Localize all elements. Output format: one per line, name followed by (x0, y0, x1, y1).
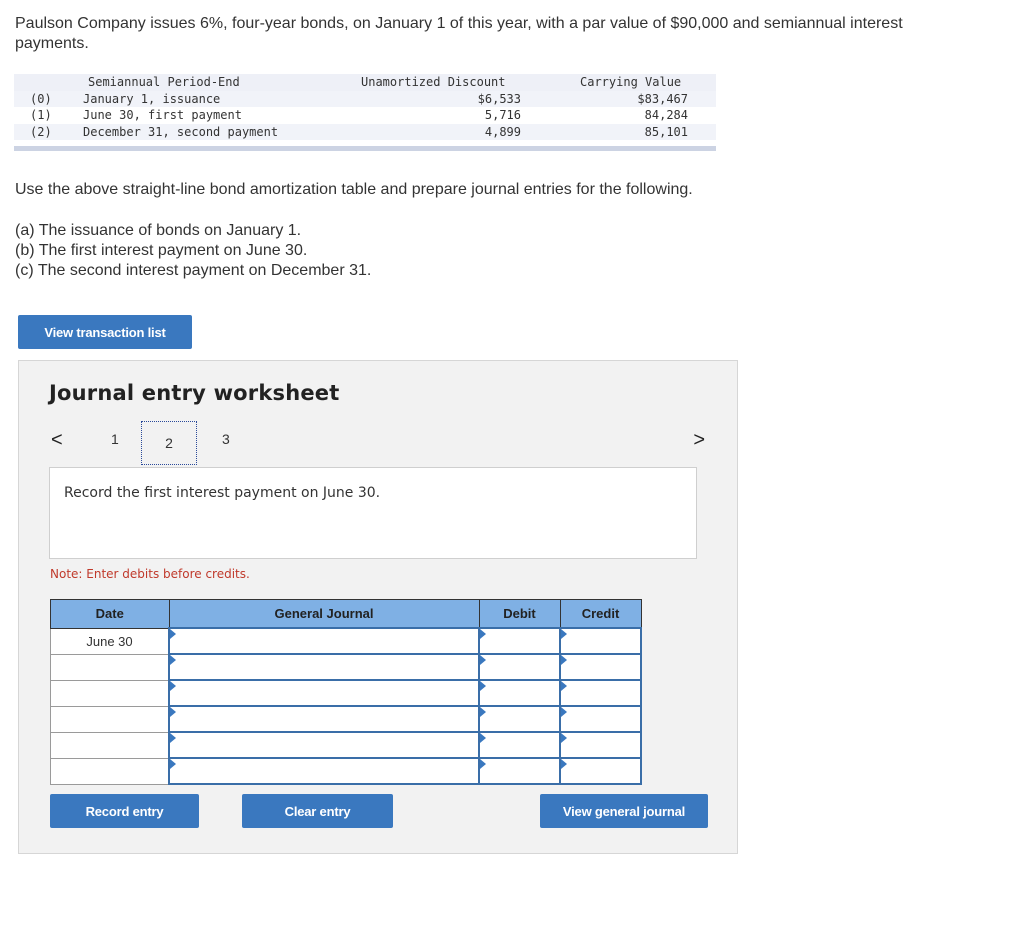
journal-table (50, 599, 642, 785)
journal-row (51, 758, 642, 784)
part-a: (a) The issuance of bonds on January 1. (15, 222, 302, 239)
amortization-row (14, 91, 716, 108)
dropdown-pointer-icon (480, 681, 486, 691)
credit-input[interactable] (560, 628, 641, 654)
date-cell[interactable] (51, 758, 170, 784)
page-2-tab-active[interactable]: 2 (141, 421, 197, 465)
col-credit: Credit (560, 600, 641, 629)
part-b: (b) The first interest payment on June 30. (15, 242, 308, 259)
header-carrying: Carrying Value (580, 75, 682, 89)
worksheet-title: Journal entry worksheet (49, 381, 340, 405)
view-transaction-list-button[interactable]: View transaction list (18, 315, 192, 349)
record-entry-button[interactable]: Record entry (50, 794, 199, 828)
next-chevron-icon[interactable]: > (693, 429, 705, 451)
instruction-text: Use the above straight-line bond amortization table and prepare journal entries for the following. (15, 181, 693, 198)
credit-input[interactable] (560, 654, 641, 680)
dropdown-pointer-icon (170, 655, 176, 665)
debit-input[interactable] (479, 758, 560, 784)
row-carrying: $83,467 (637, 91, 688, 106)
dropdown-pointer-icon (480, 629, 486, 639)
dropdown-pointer-icon (561, 629, 567, 639)
date-cell[interactable]: June 30 (51, 628, 170, 654)
journal-row (51, 732, 642, 758)
entry-description: Record the first interest payment on June 30. (64, 485, 381, 501)
dropdown-pointer-icon (170, 681, 176, 691)
row-index: (2) (30, 124, 52, 139)
problem-intro: Paulson Company issues 6%, four-year bonds, on January 1 of this year, with a par value of $90,000 and semiannual interest payments. (15, 15, 903, 52)
amortization-row (14, 124, 716, 141)
row-index: (1) (30, 108, 52, 122)
dropdown-pointer-icon (480, 655, 486, 665)
row-index: (0) (30, 91, 52, 106)
dropdown-pointer-icon (480, 733, 486, 743)
dropdown-pointer-icon (480, 759, 486, 769)
account-input[interactable] (169, 758, 479, 784)
amortization-header (14, 74, 716, 91)
dropdown-pointer-icon (170, 707, 176, 717)
debit-input[interactable] (479, 706, 560, 732)
row-period: June 30, first payment (83, 108, 242, 122)
header-period: Semiannual Period-End (88, 75, 240, 89)
prev-chevron-icon[interactable]: < (51, 429, 63, 451)
row-discount: $6,533 (477, 91, 521, 106)
part-c: (c) The second interest payment on December 31. (15, 262, 372, 279)
header-discount: Unamortized Discount (361, 75, 506, 89)
credit-input[interactable] (560, 732, 641, 758)
journal-entry-worksheet-panel (18, 360, 738, 854)
amortization-footer-bar (14, 146, 716, 151)
dropdown-pointer-icon (480, 707, 486, 717)
row-discount: 4,899 (484, 124, 521, 139)
clear-entry-button[interactable]: Clear entry (242, 794, 393, 828)
account-input[interactable] (169, 732, 479, 758)
amortization-table (14, 74, 716, 151)
date-cell[interactable] (51, 732, 170, 758)
amortization-row (14, 107, 716, 124)
dropdown-pointer-icon (170, 629, 176, 639)
credit-input[interactable] (560, 680, 641, 706)
debit-input[interactable] (479, 628, 560, 654)
journal-row (51, 628, 642, 654)
date-cell[interactable] (51, 706, 170, 732)
page-3-tab[interactable]: 3 (222, 431, 230, 447)
row-period: January 1, issuance (83, 91, 221, 106)
dropdown-pointer-icon (561, 707, 567, 717)
row-discount: 5,716 (484, 108, 521, 122)
dropdown-pointer-icon (170, 759, 176, 769)
view-general-journal-button[interactable]: View general journal (540, 794, 708, 828)
debit-input[interactable] (479, 732, 560, 758)
journal-row (51, 680, 642, 706)
page-1-tab[interactable]: 1 (111, 431, 119, 447)
journal-row (51, 706, 642, 732)
col-date: Date (51, 600, 170, 629)
dropdown-pointer-icon (561, 733, 567, 743)
parts-list (15, 221, 371, 281)
col-general-journal: General Journal (169, 600, 479, 629)
account-input[interactable] (169, 680, 479, 706)
dropdown-pointer-icon (561, 655, 567, 665)
row-carrying: 85,101 (644, 124, 688, 139)
row-carrying: 84,284 (644, 108, 688, 122)
date-cell[interactable] (51, 680, 170, 706)
credit-input[interactable] (560, 706, 641, 732)
journal-row (51, 654, 642, 680)
dropdown-pointer-icon (561, 759, 567, 769)
date-cell[interactable] (51, 654, 170, 680)
credit-input[interactable] (560, 758, 641, 784)
debit-input[interactable] (479, 654, 560, 680)
col-debit: Debit (479, 600, 560, 629)
account-input[interactable] (169, 654, 479, 680)
account-input[interactable] (169, 628, 479, 654)
dropdown-pointer-icon (561, 681, 567, 691)
account-input[interactable] (169, 706, 479, 732)
debit-input[interactable] (479, 680, 560, 706)
entry-description-box (49, 467, 697, 559)
row-period: December 31, second payment (83, 124, 279, 139)
dropdown-pointer-icon (170, 733, 176, 743)
debit-credit-note: Note: Enter debits before credits. (50, 567, 250, 581)
